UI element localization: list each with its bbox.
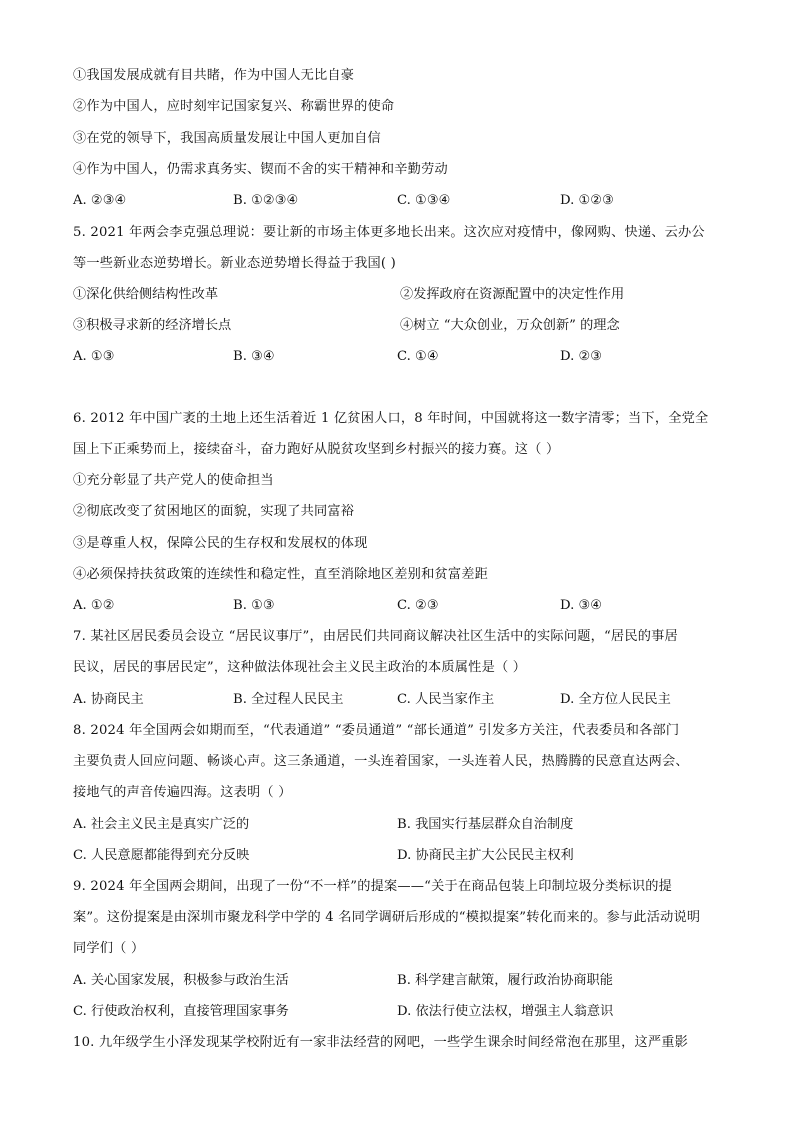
q5-item-4: ④树立 “大众创业，万众创新” 的理念	[400, 318, 620, 333]
q9-options-row-2	[73, 1003, 733, 1021]
q8-option-c: C. 人民意愿都能得到充分反映	[73, 848, 250, 863]
q5-option-a: A. ①③	[73, 349, 115, 364]
q8-option-b: B. 我国实行基层群众自治制度	[397, 817, 574, 832]
q4-option-c: C. ①③④	[397, 193, 451, 208]
q9-stem-line-3: 同学们（ ）	[73, 941, 145, 956]
q9-options-row-1	[73, 972, 733, 990]
q6-item-4: ④必须保持扶贫政策的连续性和稳定性，直至消除地区差别和贫富差距	[73, 567, 489, 582]
q8-options-row-2	[73, 847, 733, 865]
q4-option-a: A. ②③④	[73, 193, 127, 208]
q5-items-row-1	[73, 286, 733, 304]
q8-stem-line-1: 8. 2024 年全国两会如期而至，“代表通道” “委员通道” “部长通道” 引发多方关注，代表委员和各部门	[73, 723, 680, 738]
q5-item-2: ②发挥政府在资源配置中的决定性作用	[400, 287, 625, 302]
q9-option-d: D. 依法行使立法权，增强主人翁意识	[397, 1004, 614, 1019]
q6-option-d: D. ③④	[560, 598, 603, 613]
q7-option-d: D. 全方位人民民主	[560, 692, 671, 707]
q8-stem-line-3: 接地气的声音传遍四海。这表明（ ）	[73, 785, 292, 800]
q7-option-c: C. 人民当家作主	[397, 692, 495, 707]
q5-stem-line-1: 5. 2021 年两会李克强总理说：要让新的市场主体更多地长出来。这次应对疫情中，像网购、快递、云办公	[73, 225, 705, 240]
q4-options	[73, 192, 733, 210]
q4-option-d: D. ①②③	[560, 193, 614, 208]
q4-item-2: ②作为中国人，应时刻牢记国家复兴、称霸世界的使命	[73, 99, 395, 114]
q7-option-b: B. 全过程人民民主	[233, 692, 344, 707]
q7-options	[73, 691, 733, 709]
q5-item-3: ③积极寻求新的经济增长点	[73, 318, 232, 333]
q8-options-row-1	[73, 816, 733, 834]
q5-option-d: D. ②③	[560, 349, 603, 364]
q4-item-4: ④作为中国人，仍需求真务实、锲而不舍的实干精神和辛勤劳动	[73, 162, 448, 177]
q5-stem-line-2: 等一些新业态逆势增长。新业态逆势增长得益于我国( )	[73, 256, 396, 271]
q5-option-c: C. ①④	[397, 349, 439, 364]
q4-item-1: ①我国发展成就有目共睹，作为中国人无比自豪	[73, 68, 355, 83]
q7-option-a: A. 协商民主	[73, 692, 144, 707]
q6-item-1: ①充分彰显了共产党人的使命担当	[73, 473, 274, 488]
q9-option-c: C. 行使政治权利，直接管理国家事务	[73, 1004, 289, 1019]
q7-stem-line-2: 民议，居民的事居民定”，这种做法体现社会主义民主政治的本质属性是（ ）	[73, 660, 527, 675]
q5-item-1: ①深化供给侧结构性改革	[73, 287, 219, 302]
q6-option-a: A. ①②	[73, 598, 115, 613]
q8-stem-line-2: 主要负责人回应问题、畅谈心声。这三条通道，一头连着国家，一头连着人民，热腾腾的民意直达两会、	[73, 754, 689, 769]
q5-options	[73, 348, 733, 366]
q9-stem-line-1: 9. 2024 年全国两会期间，出现了一份“不一样”的提案——“关于在商品包装上印制垃圾分类标识的提	[73, 879, 673, 894]
q6-item-2: ②彻底改变了贫困地区的面貌，实现了共同富裕	[73, 504, 355, 519]
q6-option-b: B. ①③	[233, 598, 275, 613]
q6-option-c: C. ②③	[397, 598, 439, 613]
q10-stem-line-1: 10. 九年级学生小泽发现某学校附近有一家非法经营的网吧，一些学生课余时间经常泡在那里，这严重影	[73, 1035, 689, 1050]
q9-option-a: A. 关心国家发展，积极参与政治生活	[73, 973, 289, 988]
q7-stem-line-1: 7. 某社区居民委员会设立 “居民议事厅”，由居民们共同商议解决社区生活中的实际问题，“居民的事居	[73, 629, 678, 644]
q5-items-row-2	[73, 317, 733, 335]
q6-stem-line-2: 国上下正乘势而上，接续奋斗，奋力跑好从脱贫攻坚到乡村振兴的接力赛。这（ ）	[73, 442, 560, 457]
q6-stem-line-1: 6. 2012 年中国广袤的土地上还生活着近 1 亿贫困人口，8 年时间，中国就将这一数字清零；当下，全党全	[73, 411, 709, 426]
q9-option-b: B. 科学建言献策，履行政治协商职能	[397, 973, 613, 988]
q9-stem-line-2: 案”。这份提案是由深圳市聚龙科学中学的 4 名同学调研后形成的“模拟提案”转化而来的。参与此活动说明	[73, 910, 701, 925]
q6-options	[73, 597, 733, 615]
q8-option-d: D. 协商民主扩大公民民主权利	[397, 848, 574, 863]
q6-item-3: ③是尊重人权，保障公民的生存权和发展权的体现	[73, 536, 368, 551]
q4-item-3: ③在党的领导下，我国高质量发展让中国人更加自信	[73, 131, 381, 146]
q5-option-b: B. ③④	[233, 349, 275, 364]
q8-option-a: A. 社会主义民主是真实广泛的	[73, 817, 250, 832]
q4-option-b: B. ①②③④	[233, 193, 299, 208]
